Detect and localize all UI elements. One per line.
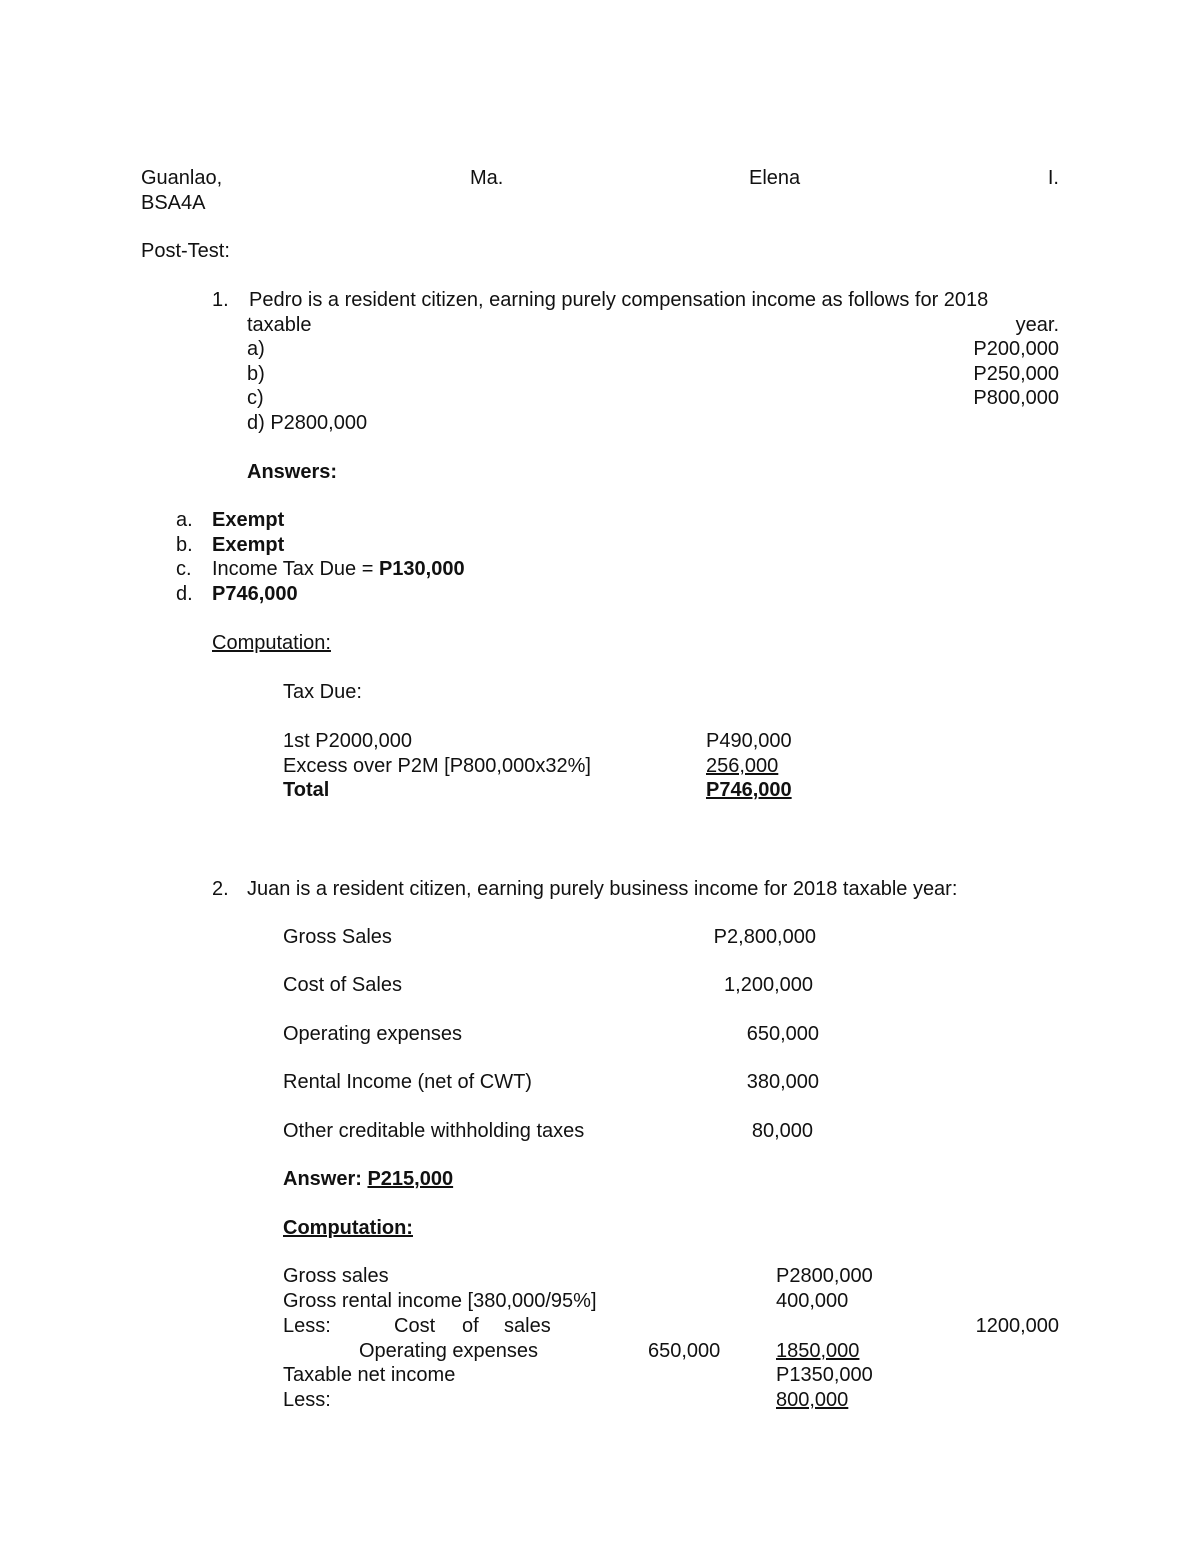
q2-item-label: Other creditable withholding taxes	[283, 1120, 585, 1142]
answer-marker: a.	[176, 509, 193, 531]
comp-cost-word: of	[462, 1315, 479, 1337]
tax-total-label: Total	[283, 779, 330, 801]
comp-gross-sales-label: Gross sales	[283, 1265, 389, 1287]
q2-computation-label: Computation:	[283, 1217, 413, 1239]
q1-option-value: P250,000	[973, 363, 1059, 385]
q2-item-label: Cost of Sales	[283, 974, 402, 996]
comp-gross-sales-value: P2800,000	[776, 1265, 873, 1287]
answer-item: Exempt	[212, 509, 285, 531]
tax-due-label: Tax Due:	[283, 681, 362, 703]
tax-row-label: Excess over P2M [P800,000x32%]	[283, 755, 591, 777]
comp-gross-rental-value: 400,000	[776, 1290, 849, 1312]
q2-item-label: Gross Sales	[283, 926, 392, 948]
name-first: Ma.	[470, 167, 504, 189]
q2-answer-label: Answer:	[283, 1168, 368, 1190]
tax-row-value: P490,000	[706, 730, 792, 752]
q2-item-value: 380,000	[746, 1071, 819, 1093]
comp-opex-label: Operating expenses	[359, 1340, 539, 1362]
comp-less-label: Less:	[283, 1315, 331, 1337]
q1-option-label: b)	[247, 363, 265, 385]
q1-option-value: P200,000	[973, 338, 1059, 360]
answer-marker: c.	[176, 558, 192, 580]
q2-number: 2.	[212, 878, 229, 900]
page-title: Post-Test:	[141, 240, 230, 262]
q2-item-value: P2,800,000	[713, 926, 816, 948]
q2-item-value: 650,000	[746, 1023, 819, 1045]
q2-item-label: Rental Income (net of CWT)	[283, 1071, 532, 1093]
answer-marker: b.	[176, 534, 193, 556]
name-initial: I.	[1047, 167, 1059, 189]
q1-option-value: P800,000	[973, 387, 1059, 409]
tax-row-label: 1st P2000,000	[283, 730, 412, 752]
comp-less-value: 800,000	[776, 1389, 849, 1411]
q1-text-line1: Pedro is a resident citizen, earning purely compensation income as follows for 2018	[249, 289, 989, 311]
q1-text-line2-right: year.	[1015, 314, 1059, 336]
comp-cost-value: 1200,000	[975, 1315, 1059, 1337]
q2-item-label: Operating expenses	[283, 1023, 463, 1045]
section-label: BSA4A	[141, 192, 206, 214]
tax-total-value: P746,000	[706, 779, 792, 801]
q2-item-value: 1,200,000	[724, 974, 813, 996]
q1-option-label: d) P2800,000	[247, 412, 368, 434]
q1-text-line2-left: taxable	[247, 314, 312, 336]
comp-taxable-label: Taxable net income	[283, 1364, 456, 1386]
name-middle: Elena	[749, 167, 801, 189]
comp-opex-value: 650,000	[648, 1340, 721, 1362]
q1-number: 1.	[212, 289, 229, 311]
answers-heading: Answers:	[247, 461, 338, 483]
q2-answer	[283, 1167, 453, 1191]
answer-item: P746,000	[212, 583, 298, 605]
comp-gross-rental-label: Gross rental income [380,000/95%]	[283, 1290, 597, 1312]
q1-option-label: a)	[247, 338, 265, 360]
name-last: Guanlao,	[141, 167, 223, 189]
answer-item: Income Tax Due = P130,000	[212, 558, 465, 580]
comp-taxable-value: P1350,000	[776, 1364, 873, 1386]
tax-row-value: 256,000	[706, 755, 779, 777]
comp-opex-total: 1850,000	[776, 1340, 860, 1362]
q1-computation-label: Computation:	[212, 632, 331, 654]
q2-item-value: 80,000	[751, 1120, 813, 1142]
answer-item: Exempt	[212, 534, 285, 556]
comp-less-label: Less:	[283, 1389, 331, 1411]
comp-cost-word: sales	[504, 1315, 551, 1337]
q1-option-label: c)	[247, 387, 264, 409]
q2-text: Juan is a resident citizen, earning purely business income for 2018 taxable year:	[247, 878, 958, 900]
answer-marker: d.	[176, 583, 193, 605]
q2-answer-value: P215,000	[367, 1168, 454, 1190]
comp-cost-word: Cost	[394, 1315, 436, 1337]
